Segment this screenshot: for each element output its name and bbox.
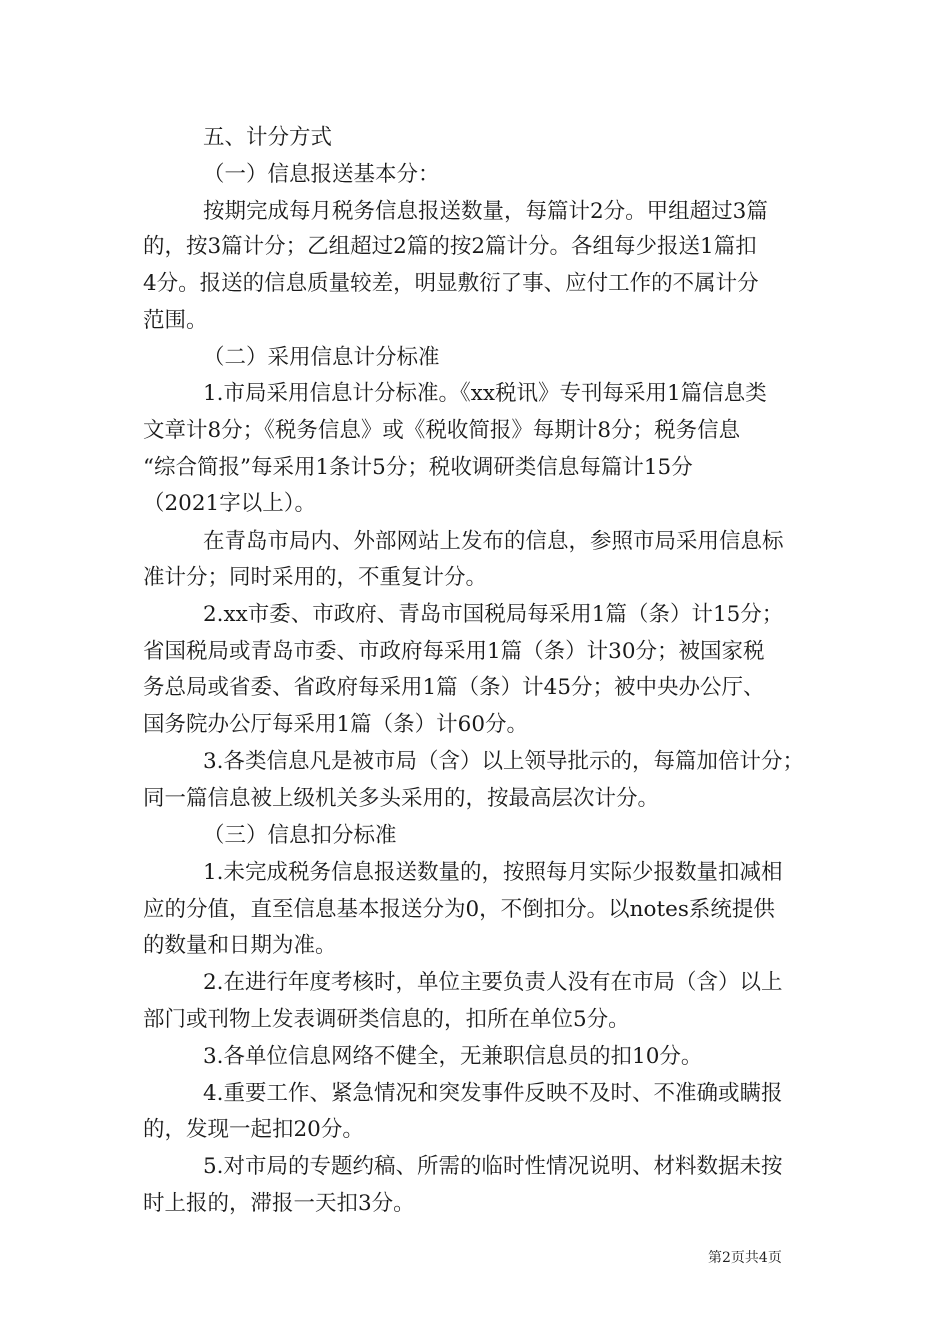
paragraph-line: 文章计8分；《税务信息》或《税收简报》每期计8分；税务信息: [143, 418, 741, 443]
paragraph-line: 1.市局采用信息计分标准。《xx税讯》专刊每采用1篇信息类: [203, 381, 767, 406]
page-number: 第2页共4页: [708, 1250, 782, 1266]
paragraph-line: 4分。报送的信息质量较差，明显敷衍了事、应付工作的不属计分: [143, 271, 759, 296]
paragraph-line: 国务院办公厅每采用1篇（条）计60分。: [143, 712, 529, 737]
paragraph-line: 的，发现一起扣20分。: [143, 1117, 364, 1142]
paragraph-line: 务总局或省委、省政府每采用1篇（条）计45分；被中央办公厅、: [143, 675, 765, 700]
paragraph-line: “综合简报”每采用1条计5分；税收调研类信息每篇计15分: [143, 455, 693, 480]
paragraph-line: 2.xx市委、市政府、青岛市国税局每采用1篇（条）计15分；: [203, 602, 784, 627]
paragraph-line: 部门或刊物上发表调研类信息的，扣所在单位5分。: [143, 1007, 630, 1032]
paragraph-line: 同一篇信息被上级机关多头采用的，按最高层次计分。: [143, 786, 660, 811]
paragraph-line: 3.各单位信息网络不健全，无兼职信息员的扣10分。: [203, 1044, 703, 1069]
paragraph-line: 1.未完成税务信息报送数量的，按照每月实际少报数量扣减相: [203, 860, 783, 885]
paragraph-line: 范围。: [143, 308, 208, 333]
paragraph-line: 的，按3篇计分；乙组超过2篇的按2篇计分。各组每少报送1篇扣: [143, 234, 757, 259]
paragraph-line: 按期完成每月税务信息报送数量，每篇计2分。甲组超过3篇: [203, 199, 768, 224]
paragraph-line: 准计分；同时采用的，不重复计分。: [143, 565, 488, 590]
paragraph-line: 3.各类信息凡是被市局（含）以上领导批示的，每篇加倍计分；: [203, 749, 805, 774]
paragraph-line: 5.对市局的专题约稿、所需的临时性情况说明、材料数据未按: [203, 1154, 783, 1179]
paragraph-line: 省国税局或青岛市委、市政府每采用1篇（条）计30分；被国家税: [143, 639, 765, 664]
paragraph-line: 4.重要工作、紧急情况和突发事件反映不及时、不准确或瞒报: [203, 1081, 783, 1106]
paragraph-line: 在青岛市局内、外部网站上发布的信息，参照市局采用信息标: [203, 529, 784, 554]
paragraph-line: 应的分值，直至信息基本报送分为0，不倒扣分。以notes系统提供: [143, 897, 775, 922]
paragraph-line: 的数量和日期为准。: [143, 933, 337, 958]
section-heading: 五、计分方式: [203, 125, 333, 150]
paragraph-line: 时上报的，滞报一天扣3分。: [143, 1191, 415, 1216]
paragraph-line: （2021字以上）。: [143, 491, 316, 516]
paragraph-line: 2.在进行年度考核时，单位主要负责人没有在市局（含）以上: [203, 970, 783, 995]
subsection-heading: （二）采用信息计分标准: [203, 345, 440, 370]
subsection-heading: （三）信息扣分标准: [203, 823, 397, 848]
subsection-heading: （一）信息报送基本分：: [203, 162, 440, 187]
